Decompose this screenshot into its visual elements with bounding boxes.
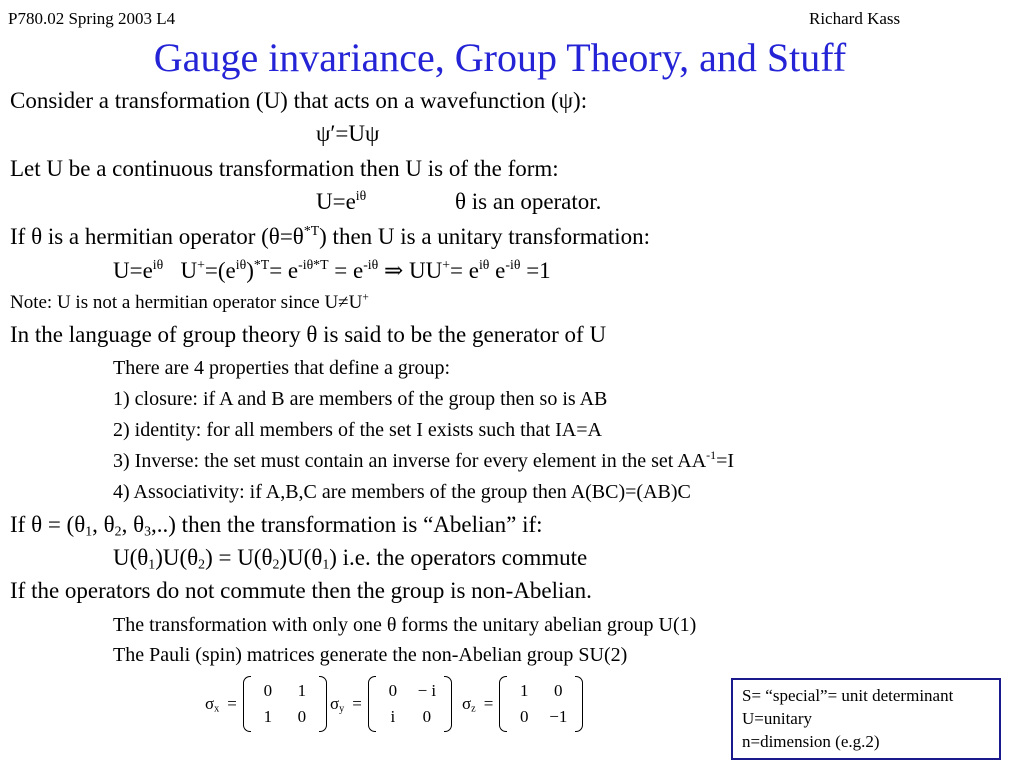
prop3-text: 3) Inverse: the set must contain an inverse for every element in the set AA bbox=[113, 450, 707, 472]
commute-sub: 2 bbox=[272, 556, 280, 572]
pauli-z-equals: = bbox=[483, 694, 494, 713]
pauli-z-matrix bbox=[499, 678, 583, 730]
pauli-x-matrix bbox=[243, 678, 327, 730]
abelian-part: ,..) then the transformation is “Abelian” if: bbox=[151, 512, 543, 537]
deriv-part: U bbox=[180, 258, 198, 283]
definition-box bbox=[731, 678, 1001, 760]
commute-part: )U(θ bbox=[155, 545, 199, 570]
deriv-sup: -iθ bbox=[505, 257, 521, 273]
abelian-sub: 3 bbox=[144, 523, 152, 539]
line-properties-intro: There are 4 properties that define a group: bbox=[113, 357, 451, 379]
abelian-part: , θ bbox=[92, 512, 115, 537]
deriv-sup: -iθ bbox=[363, 257, 379, 273]
line-prop3 bbox=[113, 450, 734, 473]
pauli-matrix-z bbox=[462, 678, 583, 730]
deriv-sup: + bbox=[442, 257, 451, 273]
commute-sub: 2 bbox=[198, 556, 206, 572]
line-u-form bbox=[316, 189, 366, 215]
line-prop1: 1) closure: if A and B are members of the group then so is AB bbox=[113, 388, 608, 410]
pauli-y-symbol: $\sigma_y$ bbox=[330, 694, 345, 715]
hermitian-sup: *T bbox=[303, 223, 320, 239]
deriv-sup: iθ bbox=[478, 257, 490, 273]
hermitian-text-b: ) then U is a unitary transformation: bbox=[319, 224, 651, 249]
matrix-cell: 0 bbox=[297, 707, 307, 726]
matrix-cell: 0 bbox=[554, 681, 563, 700]
matrix-cell: 1 bbox=[263, 707, 273, 726]
line-note-not-hermitian bbox=[10, 292, 369, 314]
matrix-cell: −1 bbox=[549, 707, 568, 726]
matrix-cell: 0 bbox=[422, 707, 432, 726]
deriv-sup: + bbox=[197, 257, 205, 273]
header-course: P780.02 Spring 2003 L4 bbox=[8, 9, 176, 28]
hermitian-text-a: If θ is a hermitian operator (θ=θ bbox=[10, 224, 304, 249]
note-text: Note: U is not a hermitian operator since U≠U bbox=[10, 292, 363, 313]
deriv-sup: iθ bbox=[235, 257, 247, 273]
pauli-matrix-x bbox=[205, 678, 327, 730]
line-let-u: Let U be a continuous transformation then U is of the form: bbox=[10, 156, 559, 181]
definition-special: S= “special”= unit determinant bbox=[742, 686, 954, 705]
deriv-part: ) bbox=[246, 258, 254, 283]
matrix-cell: 0 bbox=[520, 707, 529, 726]
matrix-cell: 0 bbox=[263, 681, 273, 700]
line-theta-operator: θ is an operator. bbox=[455, 189, 602, 214]
pauli-x-equals: = bbox=[227, 694, 237, 713]
pauli-x-symbol: $\sigma_x$ bbox=[205, 694, 220, 715]
commute-part: ) = U(θ bbox=[205, 545, 273, 570]
deriv-part: =1 bbox=[520, 258, 551, 283]
commute-part: )U(θ bbox=[279, 545, 323, 570]
line-psi-prime: ψ′=Uψ bbox=[316, 121, 380, 146]
commute-part: U(θ bbox=[113, 545, 149, 570]
abelian-sub: 2 bbox=[114, 523, 122, 539]
line-generator: In the language of group theory θ is said to be the generator of U bbox=[10, 322, 607, 347]
deriv-sup: iθ bbox=[152, 257, 164, 273]
commute-sub: 1 bbox=[148, 556, 156, 572]
pauli-z-symbol: $\sigma_z$ bbox=[462, 694, 476, 715]
deriv-part: = e bbox=[334, 258, 364, 283]
abelian-sub: 1 bbox=[85, 523, 93, 539]
line-u1: The transformation with only one θ forms the unitary abelian group U(1) bbox=[113, 614, 697, 636]
pauli-matrix-y bbox=[330, 678, 452, 730]
deriv-sup: -iθ*T bbox=[298, 257, 329, 273]
u-form-base: U=e bbox=[316, 189, 356, 214]
deriv-sup: *T bbox=[253, 257, 270, 273]
matrix-cell: − i bbox=[417, 681, 437, 700]
matrix-cell: 0 bbox=[388, 681, 398, 700]
header-author: Richard Kass bbox=[809, 9, 901, 28]
pauli-y-matrix bbox=[368, 678, 452, 730]
line-commute bbox=[113, 545, 587, 571]
line-unitary-derivation bbox=[113, 258, 551, 284]
definition-unitary: U=unitary bbox=[742, 709, 813, 728]
line-abelian-if bbox=[10, 512, 543, 538]
commute-sub: 1 bbox=[322, 556, 330, 572]
matrix-cell: 1 bbox=[520, 681, 529, 700]
definition-dimension: n=dimension (e.g.2) bbox=[742, 732, 880, 751]
matrix-cell: 1 bbox=[297, 681, 307, 700]
abelian-part: , θ bbox=[121, 512, 145, 537]
commute-part: ) i.e. the operators commute bbox=[329, 545, 588, 570]
line-consider: Consider a transformation (U) that acts on a wavefunction (ψ): bbox=[10, 88, 588, 113]
abelian-part: If θ = (θ bbox=[10, 512, 86, 537]
line-prop2: 2) identity: for all members of the set I exists such that IA=A bbox=[113, 419, 602, 441]
note-sup: + bbox=[362, 291, 369, 304]
matrix-cell: i bbox=[390, 707, 396, 726]
u-form-exp: iθ bbox=[355, 188, 367, 204]
deriv-part: = e bbox=[450, 258, 479, 283]
line-su2: The Pauli (spin) matrices generate the non-Abelian group SU(2) bbox=[113, 644, 628, 666]
line-if-hermitian bbox=[10, 224, 650, 250]
deriv-part: U=e bbox=[113, 258, 153, 283]
pauli-y-equals: = bbox=[352, 694, 362, 713]
deriv-part: e bbox=[489, 258, 506, 283]
slide-title: Gauge invariance, Group Theory, and Stuff bbox=[153, 35, 847, 80]
deriv-part: =(e bbox=[204, 258, 236, 283]
line-non-abelian: If the operators do not commute then the group is non-Abelian. bbox=[10, 578, 592, 603]
deriv-part: = e bbox=[269, 258, 299, 283]
prop3-tail: =I bbox=[716, 450, 735, 472]
line-prop4: 4) Associativity: if A,B,C are members of the group then A(BC)=(AB)C bbox=[113, 481, 691, 503]
prop3-sup: -1 bbox=[706, 448, 717, 463]
deriv-part: ⇒ UU bbox=[378, 258, 443, 283]
